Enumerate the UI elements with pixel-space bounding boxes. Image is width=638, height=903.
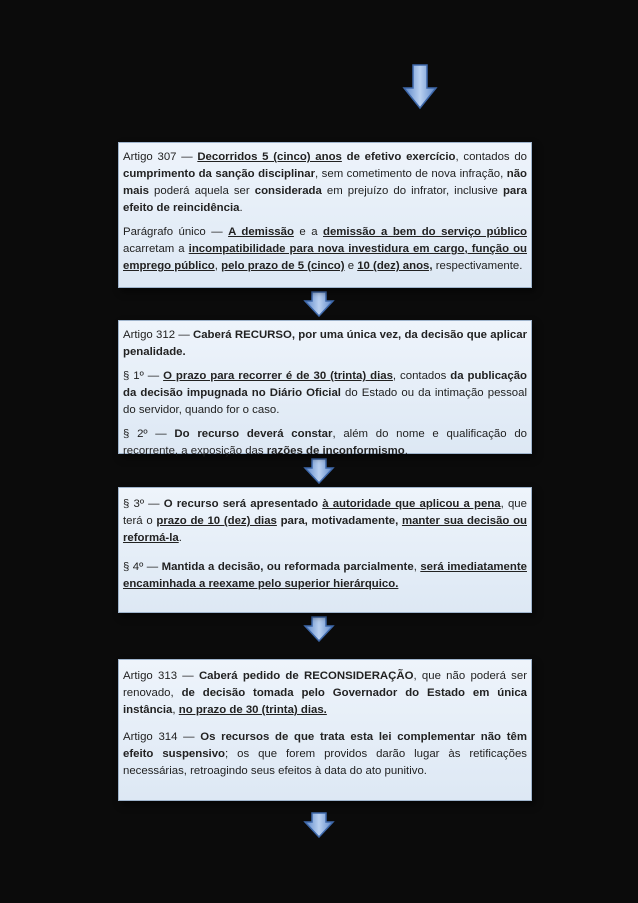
text-run: Artigo 312 — [123, 329, 193, 341]
text-run: , que terá o [123, 498, 527, 527]
text-run: § 1º — [123, 370, 164, 382]
text-run: Do recurso deverá constar [174, 428, 333, 440]
article-314-text [123, 729, 527, 780]
text-run: . [178, 532, 182, 544]
text-run: Artigo 307 — [123, 151, 198, 163]
text-run: respectivamente. [432, 260, 523, 272]
text-run: e a [293, 226, 323, 238]
text-run: Artigo 314 — [123, 731, 201, 743]
down-arrow-icon [303, 616, 335, 642]
text-run: , [172, 704, 179, 716]
text-run: § 4º — [123, 561, 162, 573]
text-run: pelo prazo de 5 (cinco) [221, 260, 345, 272]
down-arrow-icon [402, 64, 438, 110]
down-arrow-icon [303, 291, 335, 317]
text-run: manter sua decisão ou reformá-la [123, 515, 527, 544]
article-312-text [123, 327, 527, 361]
down-arrow-icon [303, 458, 335, 484]
article-312-continued-box [118, 487, 532, 613]
text-run: , além do nome e qualificação do recorrente, a exposição das [123, 428, 528, 457]
text-run: Decorridos 5 (cinco) anos [197, 151, 342, 163]
text-run: . [404, 445, 408, 457]
text-run: não mais [123, 168, 527, 197]
text-run: , contados do [455, 151, 527, 163]
text-run: acarretam a [123, 243, 189, 255]
text-run: Caberá pedido de RECONSIDERAÇÃO [198, 670, 414, 682]
text-run: Caberá RECURSO, por uma única vez, da decisão que aplicar penalidade. [123, 329, 527, 358]
text-run: no prazo de 30 (trinta) dias. [178, 704, 327, 716]
article-313-text [123, 668, 527, 719]
article-307-sole-paragraph [123, 224, 527, 275]
article-312-paragraph-4 [123, 559, 527, 593]
text-run: cumprimento da sanção disciplinar [123, 168, 316, 180]
text-run: poderá aquela ser [148, 185, 255, 197]
articles-313-314-box [118, 659, 532, 801]
text-run: O recurso será apresentado [163, 498, 323, 510]
text-run: prazo de 10 (dez) dias [156, 515, 277, 527]
text-run: , [214, 260, 222, 272]
article-312-paragraph-2 [123, 426, 527, 460]
text-run: A demissão [228, 226, 294, 238]
text-run: incompatibilidade para nova investidura em cargo, função ou emprego público [123, 243, 527, 272]
text-run: Mantida a decisão, ou reformada parcialmente [161, 561, 414, 573]
text-run: 10 (dez) anos, [357, 260, 433, 272]
article-307-box [118, 142, 532, 288]
article-307-text [123, 149, 527, 217]
text-run: ; os que forem providos darão lugar às retificações necessárias, retroagindo seus efeitos à data do ato punitivo. [123, 748, 527, 777]
article-312-box [118, 320, 532, 457]
text-run: Parágrafo único — [123, 226, 229, 238]
text-run: , que não poderá ser renovado, [123, 670, 528, 699]
text-run: Os recursos de que trata esta lei complementar não têm efeito suspensivo [123, 731, 527, 760]
text-run: para, motivadamente, [280, 515, 402, 527]
text-run: à autoridade que aplicou a pena [322, 498, 501, 510]
text-run: em prejuízo do infrator, inclusive [321, 185, 503, 197]
text-run: para efeito de reincidência [123, 185, 527, 214]
article-312-paragraph-1 [123, 368, 527, 419]
text-run: de decisão tomada pelo Governador do Estado em única instância [123, 687, 528, 716]
text-run: de efetivo exercício [346, 151, 456, 163]
text-run: demissão a bem do serviço público [323, 226, 527, 238]
text-run: e [344, 260, 358, 272]
text-run: da publicação da decisão impugnada no Diário Oficial [123, 370, 527, 399]
text-run: § 2º — [123, 428, 175, 440]
text-run: O prazo para recorrer é de 30 (trinta) dias [163, 370, 393, 382]
article-312-paragraph-3 [123, 496, 527, 547]
text-run: do Estado ou da intimação pessoal do servidor, quando for o caso. [123, 387, 527, 416]
text-run: , sem cometimento de nova infração, [315, 168, 507, 180]
text-run: . [239, 202, 243, 214]
text-run: razões de inconformismo [266, 445, 405, 457]
text-run: Artigo 313 — [123, 670, 199, 682]
text-run: considerada [254, 185, 322, 197]
text-run: , [413, 561, 421, 573]
text-run: , contados [392, 370, 451, 382]
text-run: será imediatamente encaminhada a reexame pelo superior hierárquico. [123, 561, 527, 590]
text-run: § 3º — [123, 498, 164, 510]
down-arrow-icon [303, 812, 335, 838]
